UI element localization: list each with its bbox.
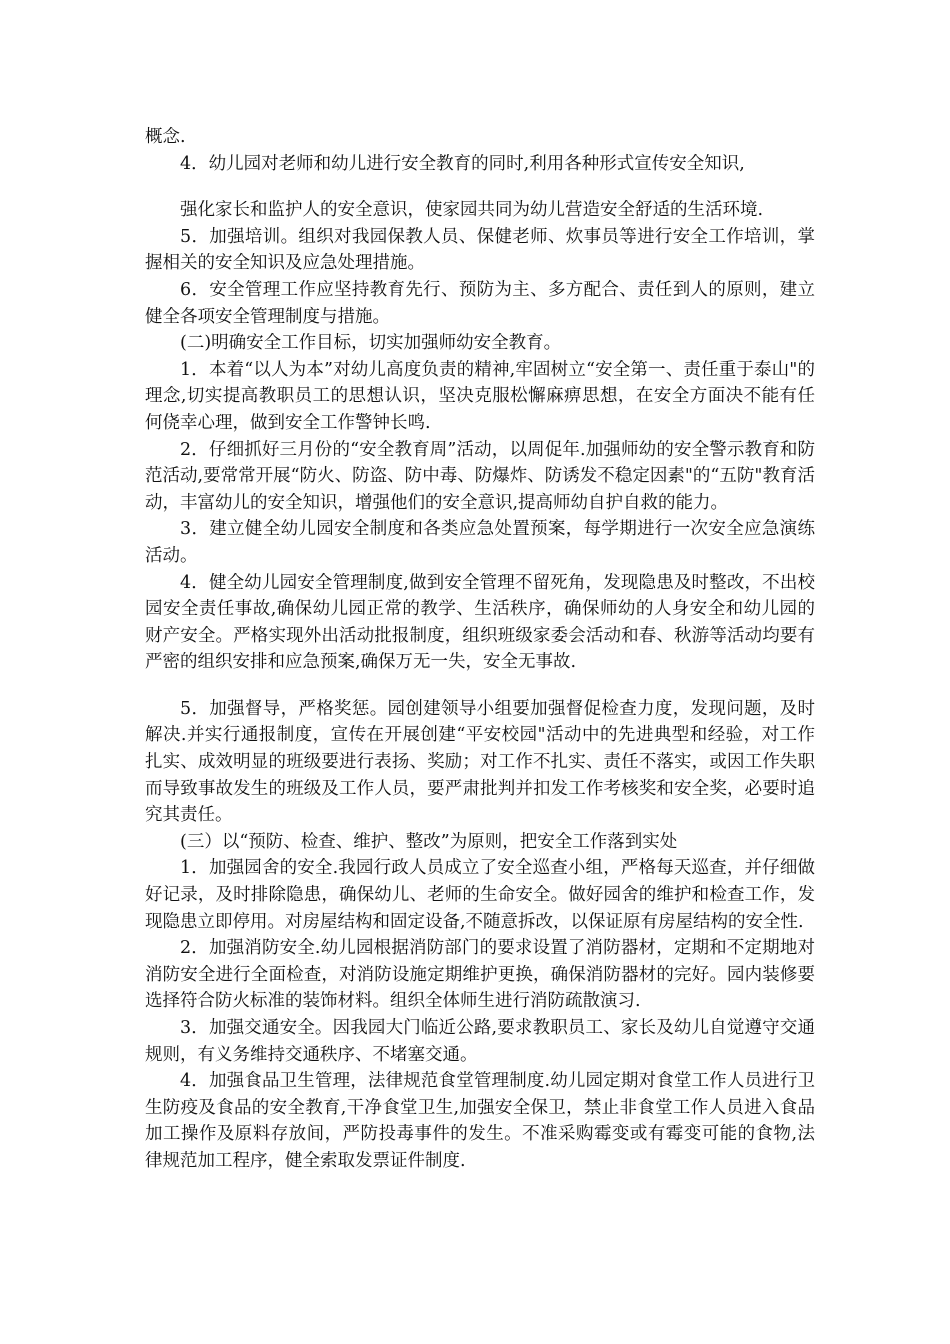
paragraph-s2-item-4: 4．健全幼儿园安全管理制度,做到安全管理不留死角，发现隐患及时整改，不出校园安全责任事故,确保幼儿园正常的教学、生活秩序，确保师幼的人身安全和幼儿园的财产安全。严格实现外出活动批报制度，组织班级家委会活动和春、秋游等活动均要有严密的组织安排和应急预案,确保万无一失，安全无事故. [145, 572, 815, 673]
paragraph-item-4-safety-propaganda: 4．幼儿园对老师和幼儿进行安全教育的同时,利用各种形式宣传安全知识, [180, 153, 745, 174]
document-page [145, 124, 815, 1175]
section-heading-3: (三）以“预防、检查、维护、整改”为原则，把安全工作落到实处 [180, 831, 678, 852]
paragraph-s2-item-5: 5．加强督导，严格奖惩。园创建领导小组要加强督促检查力度，发现问题，及时解决.并实行通报制度，宣传在开展创建“平安校园"活动中的先进典型和经验，对工作扎实、成效明显的班级要进行表扬、奖励；对工作不扎实、责任不落实，或因工作失职而导致事故发生的班级及工作人员，要严肃批判并扣发工作考核奖和安全奖，必要时追究其责任。 [145, 698, 815, 826]
paragraph-parent-awareness: 强化家长和监护人的安全意识，使家园共同为幼儿营造安全舒适的生活环境. [180, 200, 764, 221]
paragraph-item-6-principles: 6．安全管理工作应坚持教育先行、预防为主、多方配合、责任到人的原则，建立健全各项安全管理制度与措施。 [145, 279, 815, 327]
paragraph-s3-item-3: 3．加强交通安全。因我园大门临近公路,要求教职员工、家长及幼儿自觉遵守交通规则，有义务维持交通秩序、不堵塞交通。 [145, 1018, 815, 1065]
paragraph-s2-item-3: 3．建立健全幼儿园安全制度和各类应急处置预案，每学期进行一次安全应急演练活动。 [145, 519, 815, 566]
paragraph-s2-item-1: 1．本着“以人为本”对幼儿高度负责的精神,牢固树立“安全第一、责任重于泰山"的理念,切实提高教职员工的思想认识，坚决克服松懈麻痹思想，在安全方面决不能有任何侥幸心理，做到安全工作警钟长鸣. [145, 359, 815, 433]
paragraph-s2-item-2: 2．仔细抓好三月份的“安全教育周”活动，以周促年.加强师幼的安全警示教育和防范活动,要常常开展“防火、防盗、防中毒、防爆炸、防诱发不稳定因素"的“五防"教育活动，丰富幼儿的安全知识，增强他们的安全意识,提高师幼自护自救的能力。 [145, 439, 815, 513]
paragraph-s3-item-1: 1．加强园舍的安全.我园行政人员成立了安全巡查小组，严格每天巡查，并仔细做好记录，及时排除隐患，确保幼儿、老师的生命安全。做好园舍的维护和检查工作，发现隐患立即停用。对房屋结构和固定设备,不随意拆改，以保证原有房屋结构的安全性. [145, 858, 815, 932]
paragraph-concept-end: 概念. [145, 127, 186, 147]
paragraph-s3-item-2: 2．加强消防安全.幼儿园根据消防部门的要求设置了消防器材，定期和不定期地对消防安全进行全面检查，对消防设施定期维护更换，确保消防器材的完好。园内装修要选择符合防火标准的装饰材料。组织全体师生进行消防疏散演习. [145, 938, 815, 1012]
paragraph-s3-item-4: 4．加强食品卫生管理，法律规范食堂管理制度.幼儿园定期对食堂工作人员进行卫生防疫及食品的安全教育,干净食堂卫生,加强安全保卫，禁止非食堂工作人员进入食品加工操作及原料存放间，严防投毒事件的发生。不准采购霉变或有霉变可能的食物,法律规范加工程序，健全索取发票证件制度. [145, 1071, 815, 1171]
section-heading-2: (二)明确安全工作目标，切实加强师幼安全教育。 [180, 333, 562, 354]
paragraph-item-5-training: 5．加强培训。组织对我园保教人员、保健老师、炊事员等进行安全工作培训，掌握相关的安全知识及应急处理措施。 [145, 226, 815, 274]
